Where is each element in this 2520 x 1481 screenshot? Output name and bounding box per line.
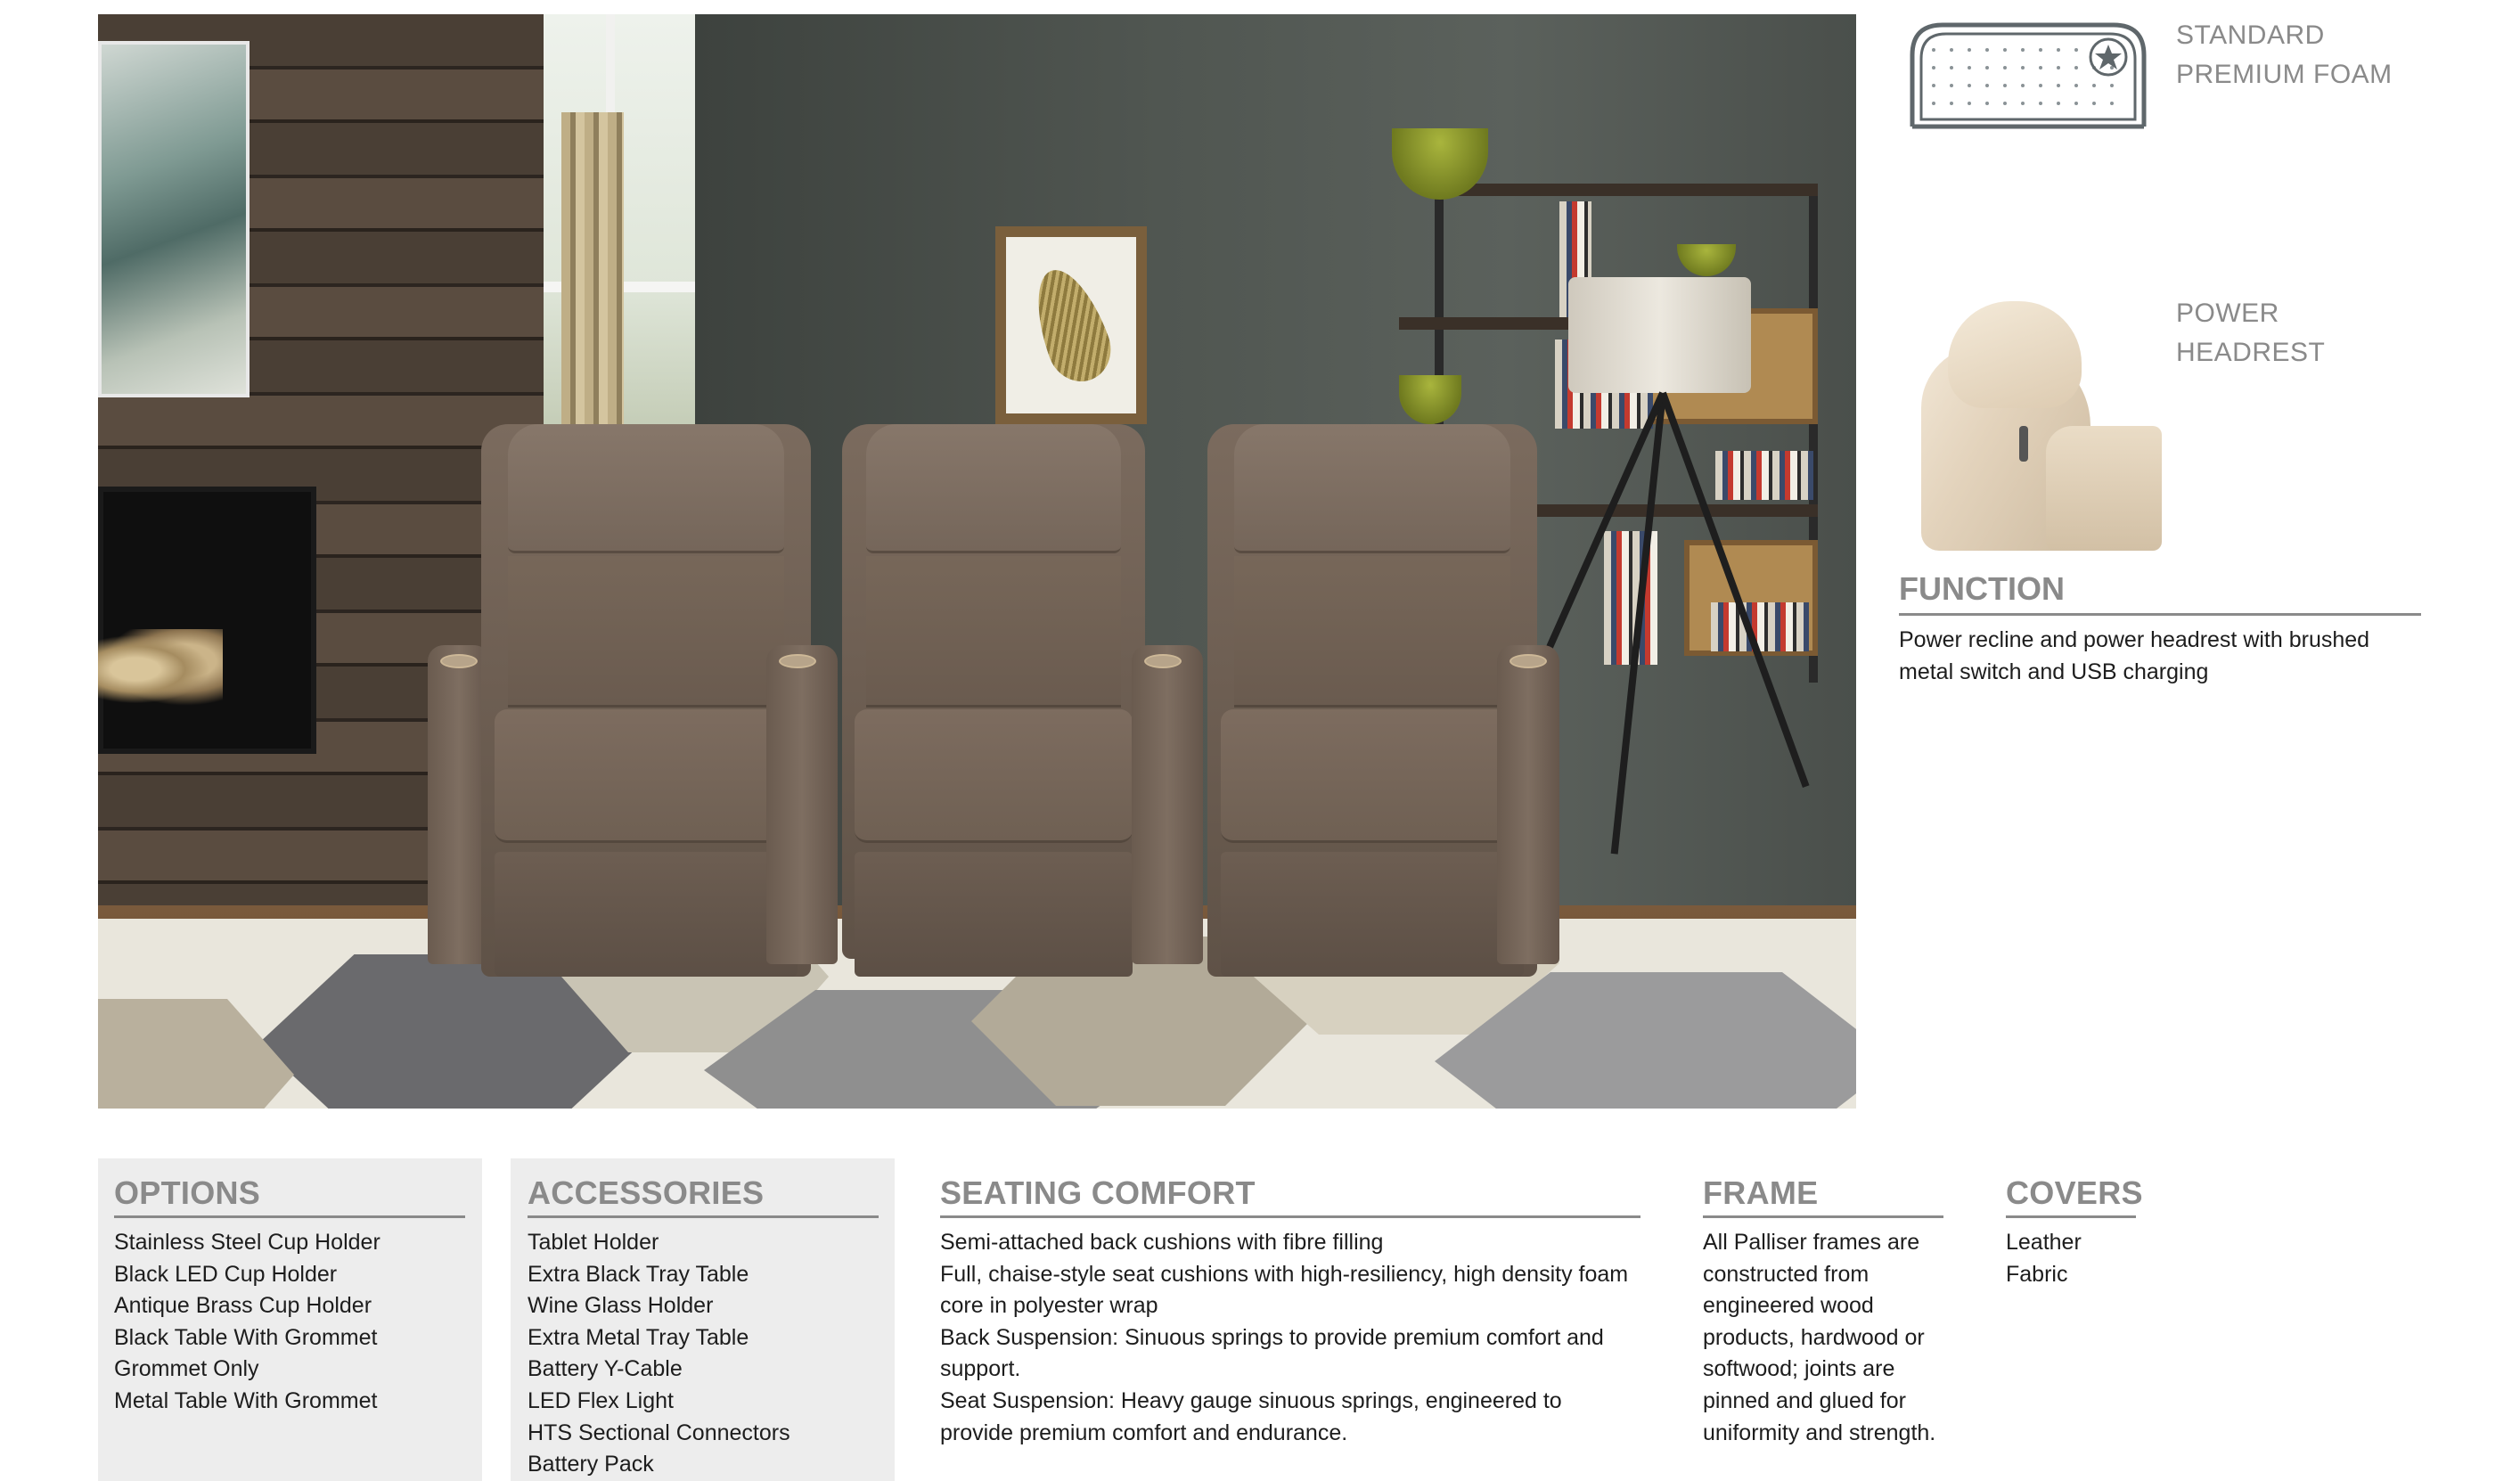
covers-section <box>2006 1174 2143 1290</box>
list-item: Grommet Only <box>114 1356 259 1382</box>
theater-seat-2 <box>842 424 1145 959</box>
seating-comfort-item: Back Suspension: Sinuous springs to provide premium comfort and support. <box>940 1324 1604 1382</box>
accessories-list <box>528 1227 879 1481</box>
list-item: Extra Metal Tray Table <box>528 1324 749 1350</box>
seating-comfort-item: Seat Suspension: Heavy gauge sinuous springs, engineered to provide premium comfort and endurance. <box>940 1387 1562 1445</box>
foam-label-line2: PREMIUM FOAM <box>2176 60 2393 89</box>
covers-list <box>2006 1227 2136 1290</box>
covers-heading: COVERS <box>2006 1174 2136 1218</box>
theater-seat-3 <box>1207 424 1537 977</box>
fern-art-frame <box>995 226 1147 424</box>
list-item: Leather <box>2006 1230 2082 1255</box>
accessories-section <box>528 1174 879 1481</box>
frame-section <box>1703 1174 1943 1449</box>
list-item: Stainless Steel Cup Holder <box>114 1230 380 1255</box>
armrest-console-1 <box>766 645 838 964</box>
options-list <box>114 1227 465 1418</box>
function-heading: FUNCTION <box>1899 570 2421 616</box>
list-item: Fabric <box>2006 1261 2068 1287</box>
seating-comfort-heading: SEATING COMFORT <box>940 1174 1640 1218</box>
options-section <box>114 1174 465 1418</box>
accessories-heading: ACCESSORIES <box>528 1174 879 1218</box>
options-heading: OPTIONS <box>114 1174 465 1218</box>
power-headrest-photo <box>1912 292 2162 551</box>
seating-comfort-section <box>940 1174 1640 1449</box>
list-item: Battery Pack <box>528 1452 654 1477</box>
seascape-painting <box>98 41 250 397</box>
list-item: Battery Y-Cable <box>528 1356 683 1382</box>
list-item: Wine Glass Holder <box>528 1293 714 1319</box>
premium-foam-icon <box>1907 20 2149 130</box>
headrest-label-line2: HEADREST <box>2176 338 2326 367</box>
list-item: Black LED Cup Holder <box>114 1261 338 1287</box>
list-item: Tablet Holder <box>528 1230 659 1255</box>
list-item: Extra Black Tray Table <box>528 1261 749 1287</box>
function-text: Power recline and power headrest with brushed metal switch and USB charging <box>1899 627 2370 684</box>
armrest-console-2 <box>1132 645 1203 964</box>
seating-comfort-item: Semi-attached back cushions with fibre filling <box>940 1230 1384 1255</box>
frame-text: All Palliser frames are constructed from engineered wood products, hardwood or softwood; joints are pinned and glued for uniformity and strength. <box>1703 1230 1936 1445</box>
fireplace <box>98 487 316 754</box>
list-item: Metal Table With Grommet <box>114 1387 378 1413</box>
foam-label-line1: STANDARD <box>2176 20 2325 50</box>
foam-feature-label <box>2176 16 2461 94</box>
list-item: Black Table With Grommet <box>114 1324 378 1350</box>
frame-heading: FRAME <box>1703 1174 1943 1218</box>
armrest-right <box>1497 645 1559 964</box>
list-item: Antique Brass Cup Holder <box>114 1293 372 1319</box>
list-item: HTS Sectional Connectors <box>528 1420 790 1445</box>
headrest-label-line1: POWER <box>2176 299 2279 328</box>
seating-comfort-item: Full, chaise-style seat cushions with high-resiliency, high density foam core in polyester wrap <box>940 1261 1629 1319</box>
headrest-feature-label <box>2176 294 2461 372</box>
hero-product-photo <box>98 14 1856 1109</box>
fireplace-logs <box>98 629 223 709</box>
list-item: LED Flex Light <box>528 1387 674 1413</box>
theater-seat-1 <box>481 424 811 977</box>
floor-lamp-shade <box>1568 277 1751 393</box>
